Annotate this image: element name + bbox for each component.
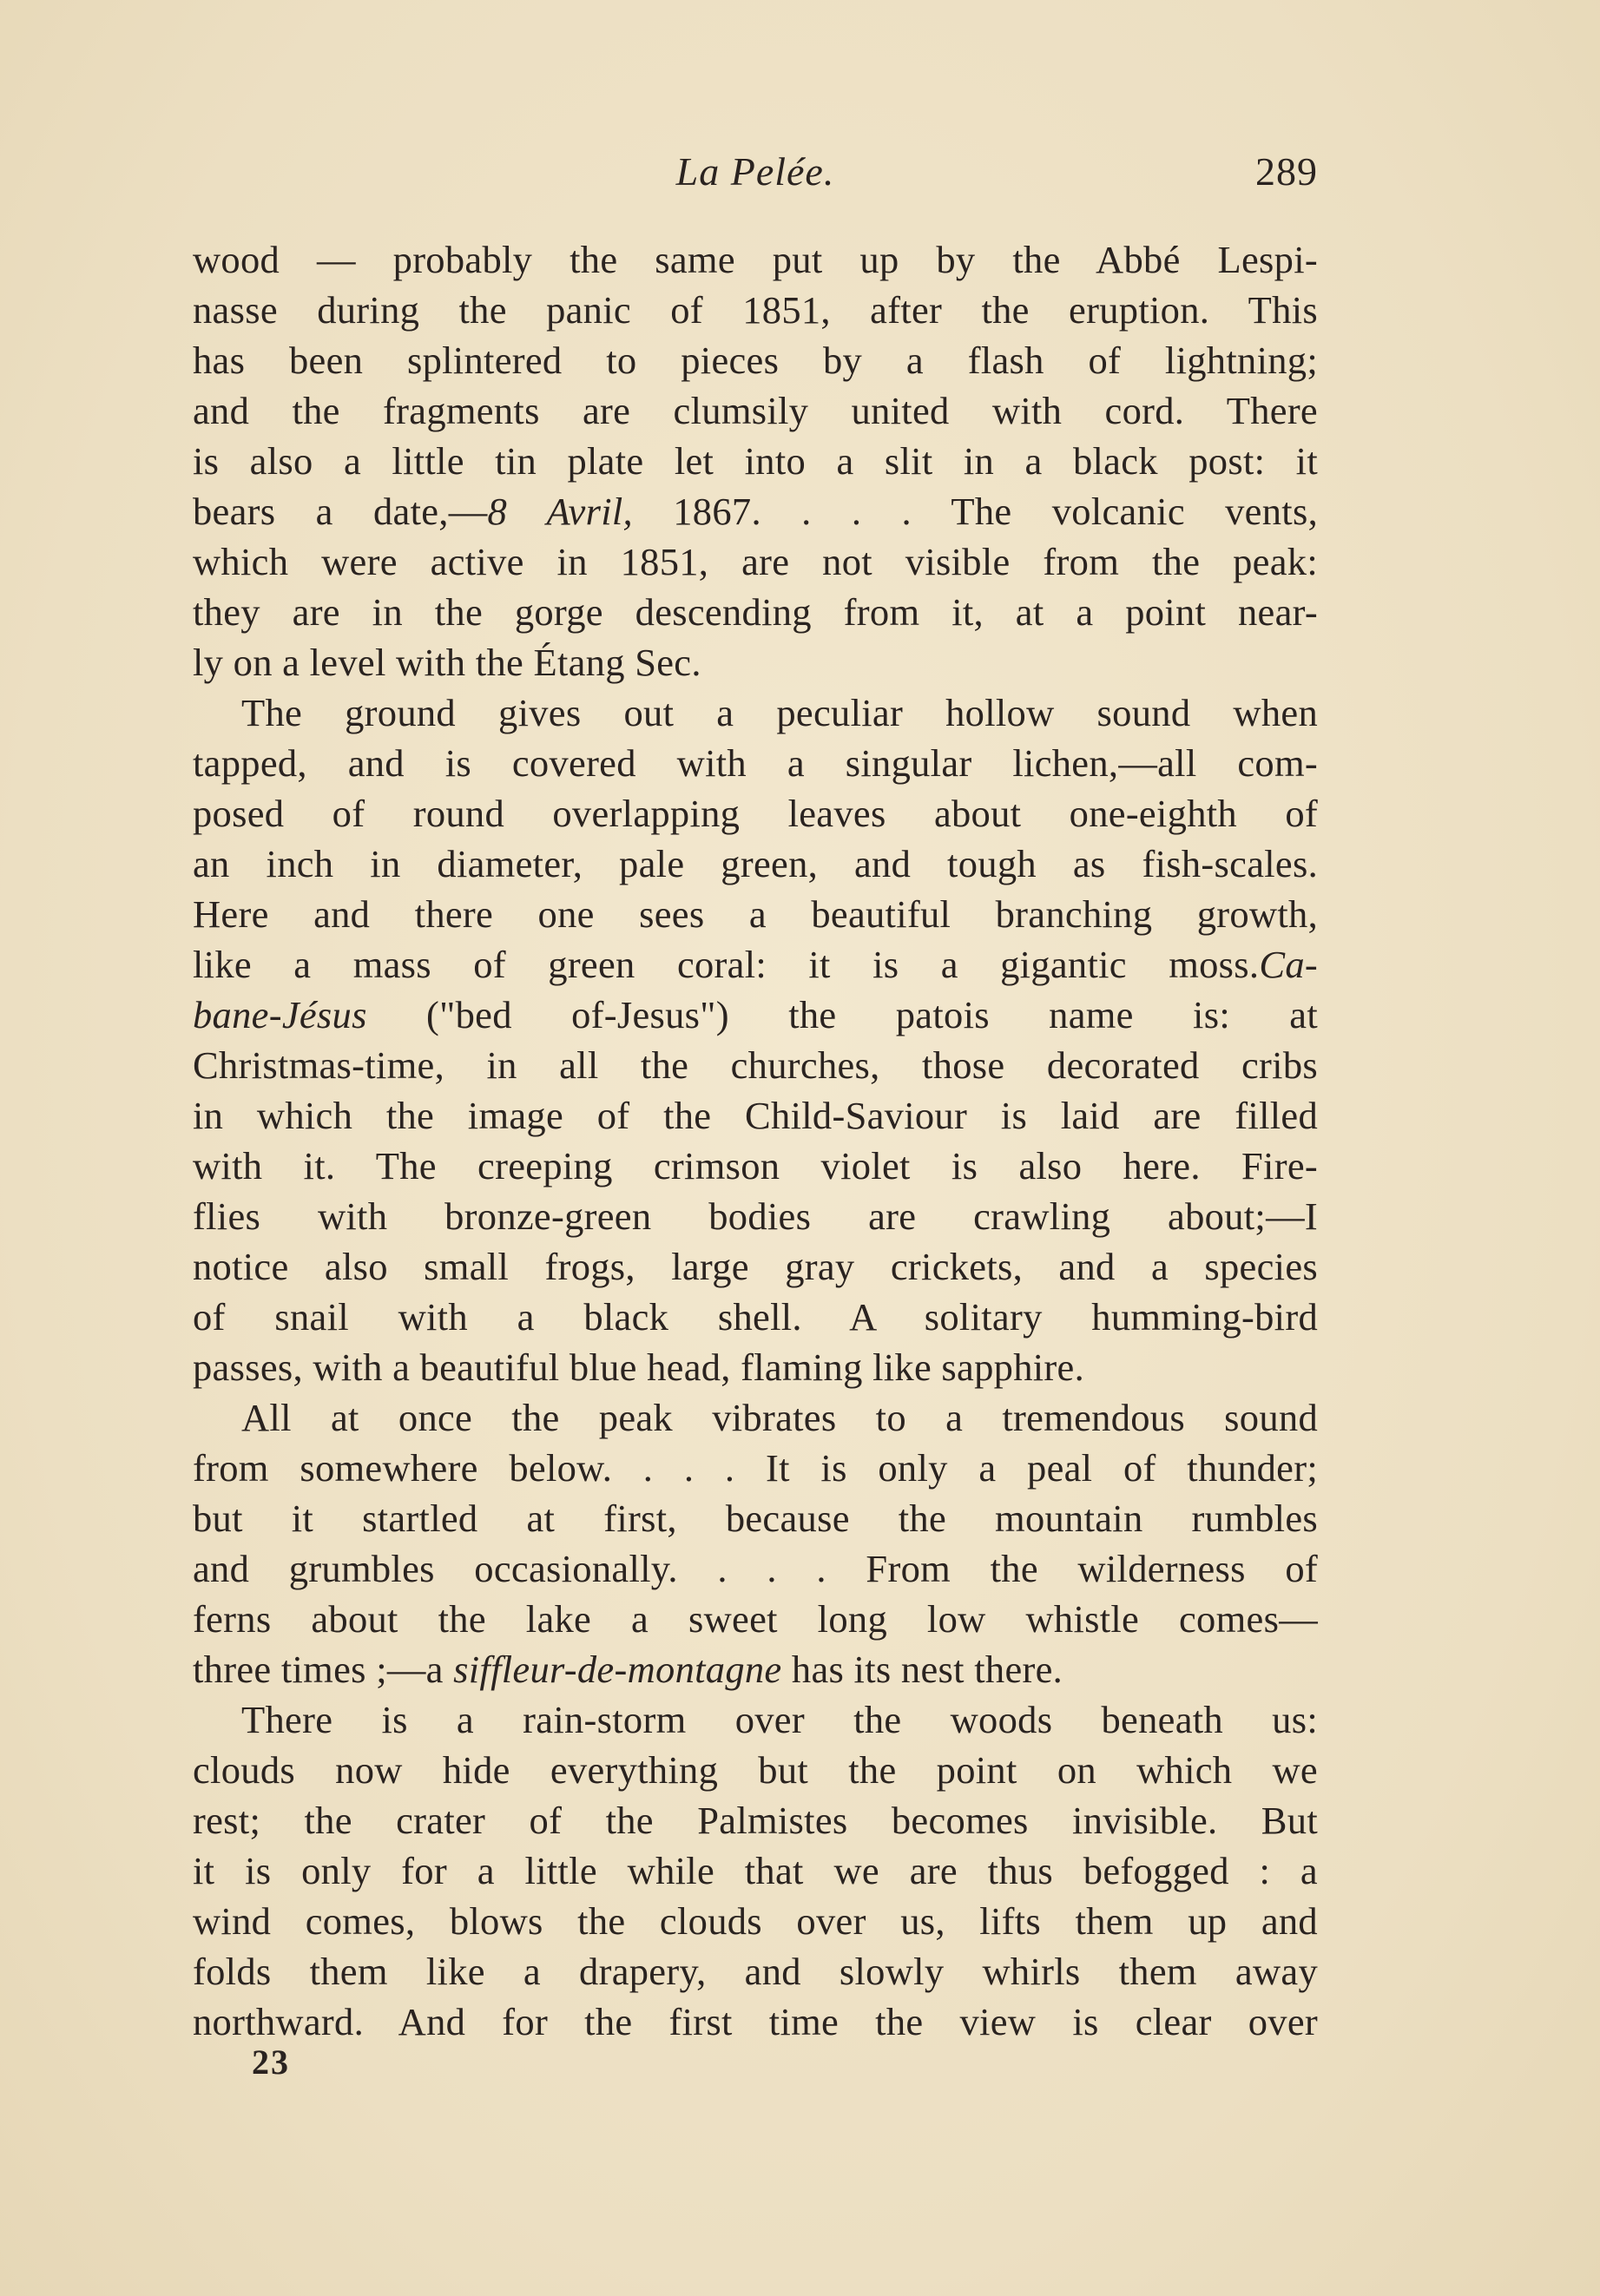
- text-line: [193, 1392, 1318, 1443]
- text-line: [193, 1845, 1318, 1896]
- text-line-content: and grumbles occasionally. . . . From the wilderness of: [193, 1547, 1318, 1590]
- text-line: [193, 436, 1318, 486]
- text-line-content: tapped, and is covered with a singular lichen,—all com-: [193, 741, 1318, 785]
- text-line: [193, 687, 1318, 738]
- text-line-content: posed of round overlapping leaves about one-eighth of: [193, 792, 1318, 835]
- text-line-content: of snail with a black shell. A solitary humming-bird: [193, 1295, 1318, 1339]
- text-line: [193, 889, 1318, 939]
- italic-phrase: 8 Avril,: [487, 490, 633, 533]
- running-head: [193, 137, 1318, 207]
- signature-mark: 23: [252, 2043, 290, 2082]
- text-line: [193, 234, 1318, 285]
- text-line: [193, 1594, 1318, 1644]
- text-line: [193, 1342, 1318, 1392]
- body-text: [193, 234, 1318, 2047]
- text-line: [193, 536, 1318, 587]
- text-line: [193, 335, 1318, 385]
- text-line: [193, 1090, 1318, 1141]
- text-line-content: The ground gives out a peculiar hollow sound when: [241, 691, 1318, 734]
- text-line: [193, 637, 1318, 687]
- text-line-content: All at once the peak vibrates to a tremendous sound: [241, 1396, 1318, 1439]
- text-line-content: an inch in diameter, pale green, and tough as fish-scales.: [193, 842, 1318, 885]
- text-line: [193, 1443, 1318, 1493]
- text-line-rest: 1867. . . . The volcanic vents,: [632, 490, 1318, 533]
- text-line: [193, 1896, 1318, 1946]
- text-line-content: with it. The creeping crimson violet is also here. Fire-: [193, 1144, 1318, 1187]
- text-line-content: notice also small frogs, large gray crickets, and a species: [193, 1245, 1318, 1288]
- text-line: [193, 1493, 1318, 1543]
- text-line-content: it is only for a little while that we are thus befogged : a: [193, 1849, 1318, 1892]
- italic-phrase: bane-Jésus: [193, 993, 367, 1036]
- text-line-content: in which the image of the Child-Saviour is laid are filled: [193, 1094, 1318, 1137]
- text-line-content: wood — probably the same put up by the Abbé Lespi-: [193, 238, 1318, 281]
- text-line: [193, 1543, 1318, 1594]
- text-line: [193, 285, 1318, 335]
- italic-phrase: siffleur-de-montagne: [453, 1648, 782, 1691]
- text-line-content: bears a date,—: [193, 490, 488, 533]
- text-line: [193, 1795, 1318, 1845]
- text-line-content: three times ;—a: [193, 1648, 454, 1691]
- text-line-content: Christmas-time, in all the churches, those decorated cribs: [193, 1043, 1318, 1087]
- running-title: La Pelée.: [675, 149, 835, 194]
- text-line-content: passes, with a beautiful blue head, flaming like sapphire.: [193, 1345, 1085, 1389]
- text-line-rest: ("bed of-Jesus") the patois name is: at: [366, 993, 1318, 1036]
- text-line-content: nasse during the panic of 1851, after the eruption. This: [193, 288, 1318, 332]
- text-line: [193, 990, 1318, 1040]
- text-line: [193, 839, 1318, 889]
- text-line-content: which were active in 1851, are not visible from the peak:: [193, 540, 1318, 583]
- italic-phrase: Ca-: [1259, 943, 1318, 986]
- text-line-content: they are in the gorge descending from it, at a point near-: [193, 590, 1318, 634]
- text-line-content: clouds now hide everything but the point on which we: [193, 1748, 1318, 1792]
- text-line-content: Here and there one sees a beautiful branching growth,: [193, 892, 1318, 936]
- text-line: [193, 486, 1318, 536]
- text-line-content: from somewhere below. . . . It is only a peal of thunder;: [193, 1446, 1318, 1490]
- text-line-content: wind comes, blows the clouds over us, lifts them up and: [193, 1899, 1318, 1943]
- text-line: [193, 1997, 1318, 2047]
- text-line-content: rest; the crater of the Palmistes becomes invisible. But: [193, 1799, 1318, 1842]
- text-line: [193, 1241, 1318, 1292]
- text-line: [193, 1946, 1318, 1997]
- text-line-content: but it startled at first, because the mountain rumbles: [193, 1497, 1318, 1540]
- text-line: [193, 385, 1318, 436]
- text-line-rest: has its nest there.: [781, 1648, 1063, 1691]
- text-line-content: and the fragments are clumsily united with cord. There: [193, 389, 1318, 432]
- text-line: [193, 939, 1318, 990]
- text-line: [193, 1745, 1318, 1795]
- text-line: [193, 1292, 1318, 1342]
- text-line: [193, 1040, 1318, 1090]
- text-line-content: ly on a level with the Étang Sec.: [193, 641, 701, 684]
- text-line: [193, 1191, 1318, 1241]
- text-line-content: has been splintered to pieces by a flash of lightning;: [193, 339, 1318, 382]
- text-line: [193, 788, 1318, 839]
- text-line-content: ferns about the lake a sweet long low whistle comes—: [193, 1597, 1318, 1641]
- text-line: [193, 738, 1318, 788]
- text-line: [193, 1694, 1318, 1745]
- text-line-content: flies with bronze-green bodies are crawling about;—I: [193, 1194, 1318, 1238]
- text-line-content: folds them like a drapery, and slowly whirls them away: [193, 1950, 1318, 1993]
- text-line-content: There is a rain-storm over the woods beneath us:: [241, 1698, 1318, 1741]
- page-number: 289: [1255, 149, 1318, 194]
- text-line: [193, 587, 1318, 637]
- text-line-content: like a mass of green coral: it is a gigantic moss.: [193, 943, 1260, 986]
- text-line-content: is also a little tin plate let into a slit in a black post: it: [193, 439, 1318, 483]
- text-line: [193, 1644, 1318, 1694]
- text-line: [193, 1141, 1318, 1191]
- text-line-content: northward. And for the first time the view is clear over: [193, 2000, 1318, 2043]
